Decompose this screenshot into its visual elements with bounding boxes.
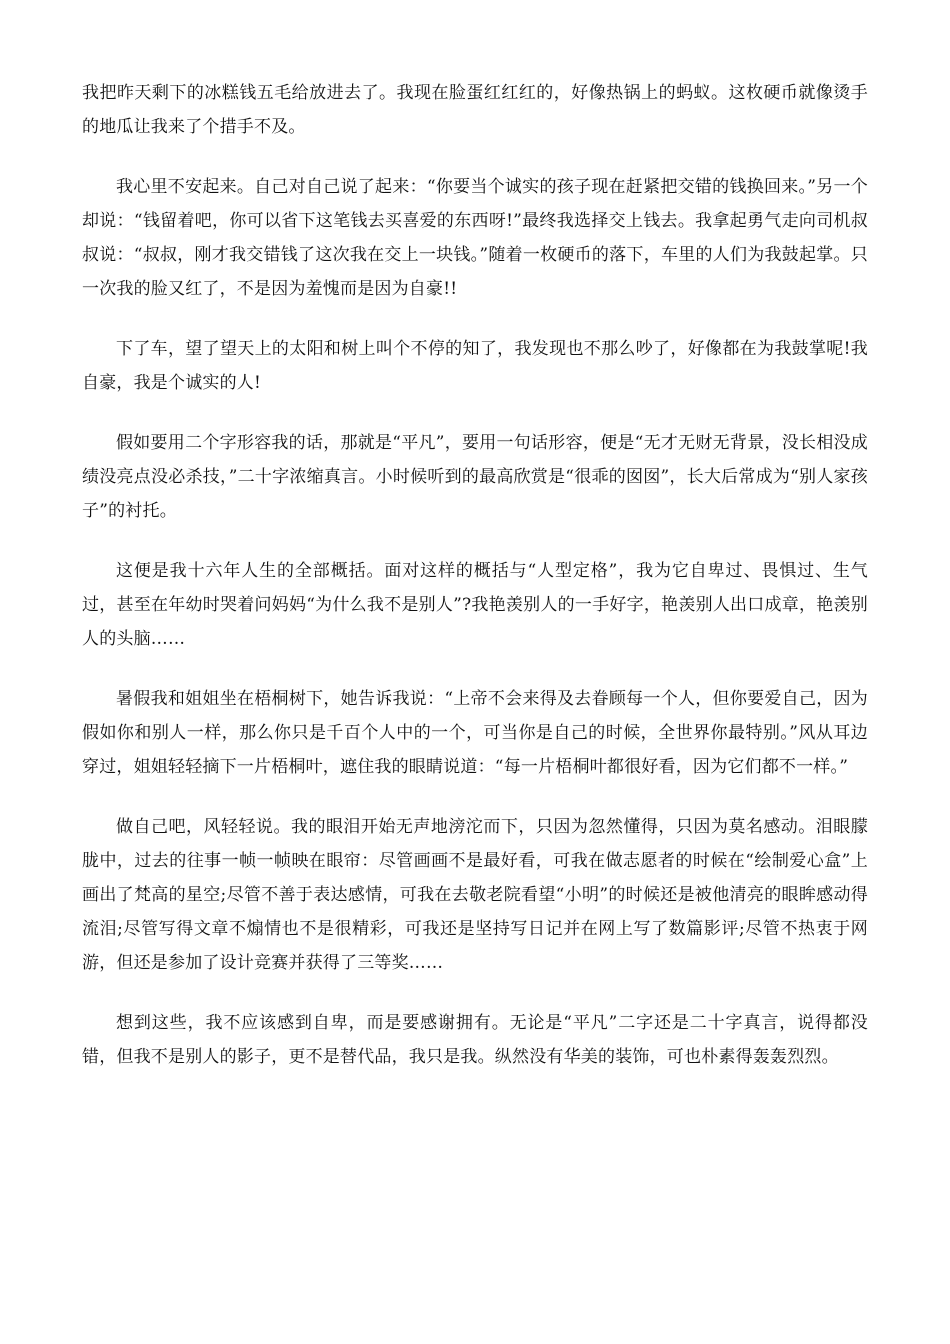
paragraph-6: 暑假我和姐姐坐在梧桐树下，她告诉我说：“上帝不会来得及去眷顾每一个人，但你要爱自己，因为假如你和别人一样，那么你只是千百个人中的一个，可当你是自己的时候，全世界你最特别。”风从耳边穿过，姐姐轻轻摘下一片梧桐叶，遮住我的眼睛说道：“每一片梧桐叶都很好看，因为它们都不一样。”	[82, 689, 868, 777]
paragraph-2: 我心里不安起来。自己对自己说了起来：“你要当个诚实的孩子现在赶紧把交错的钱换回来。”另一个却说：“钱留着吧，你可以省下这笔钱去买喜爱的东西呀!”最终我选择交上钱去。我拿起勇气走向司机叔叔说：“叔叔，刚才我交错钱了这次我在交上一块钱。”随着一枚硬币的落下，车里的人们为我鼓起掌。只一次我的脸又红了，不是因为羞愧而是因为自豪!!	[82, 177, 868, 299]
paragraph-5: 这便是我十六年人生的全部概括。面对这样的概括与“人型定格”，我为它自卑过、畏惧过、生气过，甚至在年幼时哭着问妈妈“为什么我不是别人”?我艳羡别人的一手好字，艳羡别人出口成章，艳羡别人的头脑……	[82, 561, 868, 649]
paragraph-1: 我把昨天剩下的冰糕钱五毛给放进去了。我现在脸蛋红红红的，好像热锅上的蚂蚁。这枚硬币就像烫手的地瓜让我来了个措手不及。	[82, 83, 868, 137]
paragraph-7: 做自己吧，风轻轻说。我的眼泪开始无声地滂沱而下，只因为忽然懂得，只因为莫名感动。泪眼朦胧中，过去的往事一帧一帧映在眼帘：尽管画画不是最好看，可我在做志愿者的时候在“绘制爱心盒”上画出了梵高的星空;尽管不善于表达感情，可我在去敬老院看望“小明”的时候还是被他清亮的眼眸感动得流泪;尽管写得文章不煽情也不是很精彩，可我还是坚持写日记并在网上写了数篇影评;尽管不热衷于网游，但还是参加了设计竞赛并获得了三等奖……	[82, 817, 868, 973]
document-body	[82, 76, 868, 1100]
paragraph-8: 想到这些，我不应该感到自卑，而是要感谢拥有。无论是“平凡”二字还是二十字真言，说得都没错，但我不是别人的影子，更不是替代品，我只是我。纵然没有华美的装饰，可也朴素得轰轰烈烈。	[82, 1013, 868, 1067]
paragraph-4: 假如要用二个字形容我的话，那就是“平凡”，要用一句话形容，便是“无才无财无背景，没长相没成绩没亮点没必杀技，”二十字浓缩真言。小时候听到的最高欣赏是“很乖的囡囡”，长大后常成为“别人家孩子”的衬托。	[82, 433, 868, 521]
paragraph-3: 下了车，望了望天上的太阳和树上叫个不停的知了，我发现也不那么吵了，好像都在为我鼓掌呢!我自豪，我是个诚实的人!	[82, 339, 868, 393]
